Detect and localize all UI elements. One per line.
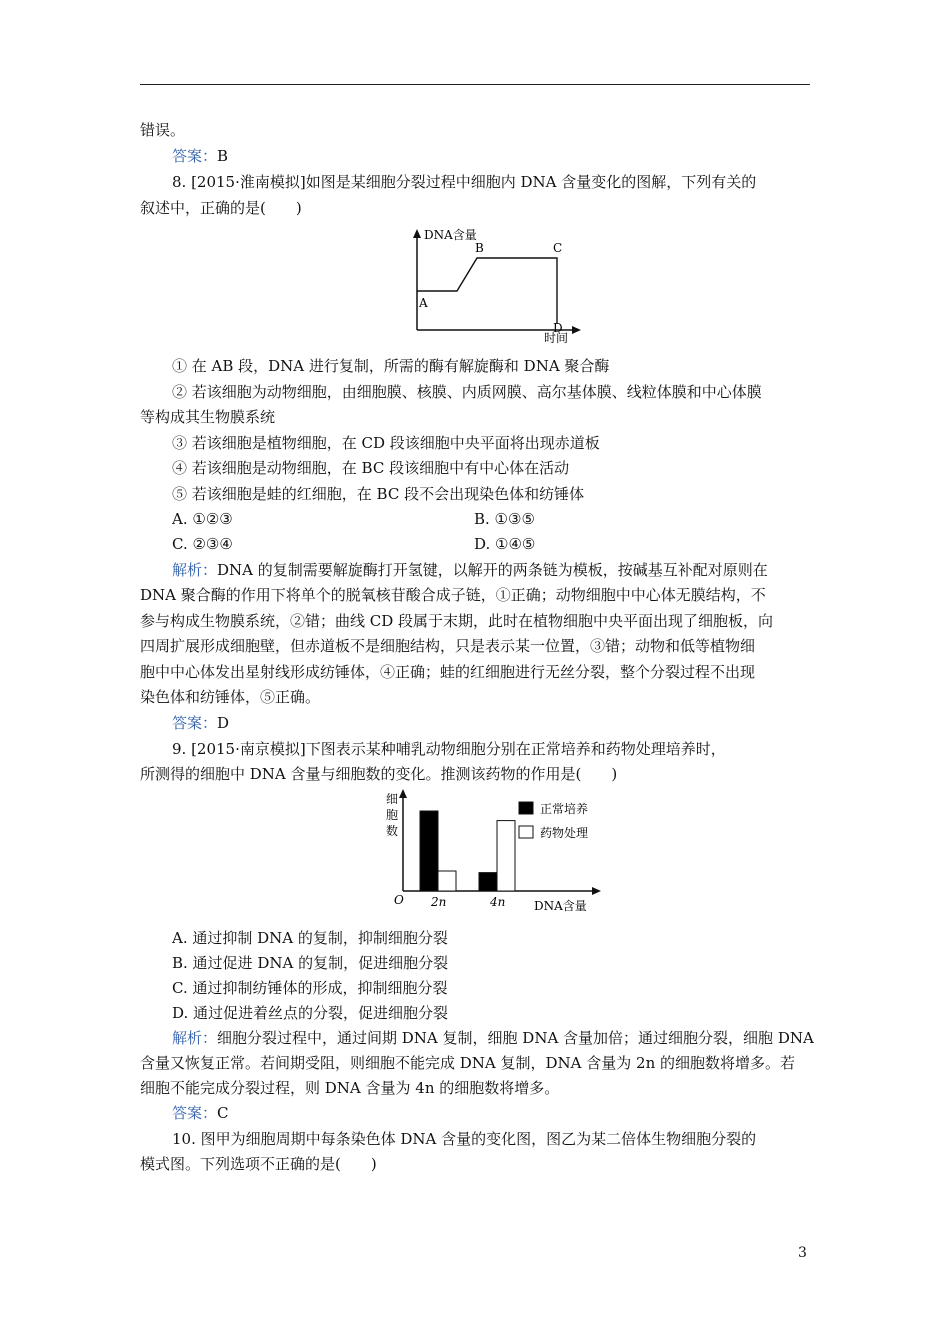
explanation-8-line-4: 四周扩展形成细胞壁，但赤道板不是细胞结构，只是表示某一位置，③错；动物和低等植物细 bbox=[140, 637, 756, 655]
dna-content-series-line bbox=[417, 258, 557, 324]
y-axis-arrow bbox=[399, 789, 407, 798]
explanation-9-line-2: 含量又恢复正常。若间期受阻，则细胞不能完成 DNA 复制，DNA 含量为 2n 的细胞数将增多。若 bbox=[140, 1054, 796, 1072]
question-10-line-2: 模式图。下列选项不正确的是( ) bbox=[140, 1155, 377, 1173]
statement-2-line-2: 等构成其生物膜系统 bbox=[140, 408, 276, 426]
explanation-9-line-3: 细胞不能完成分裂过程，则 DNA 含量为 4n 的细胞数将增多。 bbox=[140, 1079, 560, 1097]
point-label-a: A bbox=[419, 296, 428, 310]
explanation-8-line-2: DNA 聚合酶的作用下将单个的脱氧核苷酸合成子链，①正确；动物细胞中中心体无膜结构，不 bbox=[140, 586, 766, 604]
y-axis-label-1: 细 bbox=[386, 792, 399, 806]
q9-option-b: B. 通过促进 DNA 的复制，促进细胞分裂 bbox=[172, 954, 449, 972]
x-tick-label: 4n bbox=[490, 895, 506, 909]
q9-option-a: A. 通过抑制 DNA 的复制，抑制细胞分裂 bbox=[172, 929, 448, 947]
cell-count-bar-chart bbox=[382, 788, 612, 918]
x-axis-arrow bbox=[572, 326, 581, 334]
question-9-line-2: 所测得的细胞中 DNA 含量与细胞数的变化。推测该药物的作用是( ) bbox=[140, 765, 618, 783]
answer-line-8 bbox=[140, 711, 810, 736]
explanation-label: 解析： bbox=[172, 1029, 218, 1047]
legend-label: 正常培养 bbox=[540, 802, 589, 816]
statement-1: ① 在 AB 段，DNA 进行复制，所需的酶有解旋酶和 DNA 聚合酶 bbox=[172, 357, 610, 375]
q8-option-d: D. ①④⑤ bbox=[474, 535, 536, 553]
point-label-c: C bbox=[553, 241, 563, 255]
bar-4n-drug bbox=[497, 821, 515, 891]
question-8-line-2: 叙述中，正确的是( ) bbox=[140, 199, 302, 217]
answer-label: 答案： bbox=[172, 714, 218, 732]
explanation-8-line-1 bbox=[140, 558, 810, 583]
bar-2n-normal bbox=[420, 811, 438, 891]
explanation-9-line-1 bbox=[140, 1026, 814, 1051]
explanation-8-line-3: 参与构成生物膜系统，②错；曲线 CD 段属于末期，此时在植物细胞中央平面出现了细胞板，向 bbox=[140, 612, 774, 630]
statement-5: ⑤ 若该细胞是蛙的红细胞，在 BC 段不会出现染色体和纺锤体 bbox=[172, 485, 585, 503]
point-label-b: B bbox=[475, 241, 484, 255]
q9-option-d: D. 通过促进着丝点的分裂，促进细胞分裂 bbox=[172, 1004, 449, 1022]
y-axis-arrow bbox=[413, 229, 421, 238]
point-label-d: D bbox=[553, 321, 563, 335]
x-axis-label: 时间 bbox=[544, 331, 569, 344]
x-axis-arrow bbox=[592, 887, 601, 895]
y-axis-label-3: 数 bbox=[386, 824, 399, 838]
explanation-text: 细胞分裂过程中，通过间期 DNA 复制，细胞 DNA 含量加倍；通过细胞分裂，细胞 DNA bbox=[217, 1029, 814, 1047]
q8-option-b: B. ①③⑤ bbox=[474, 510, 535, 528]
question-8-line-1: 8. [2015·淮南模拟]如图是某细胞分裂过程中细胞内 DNA 含量变化的图解，下列有关的 bbox=[172, 173, 757, 191]
explanation-8-line-6: 染色体和纺锤体，⑤正确。 bbox=[140, 688, 321, 706]
question-9-line-1: 9. [2015·南京模拟]下图表示某种哺乳动物细胞分别在正常培养和药物处理培养时， bbox=[172, 740, 726, 758]
answer-line-7 bbox=[140, 144, 810, 169]
explanation-label: 解析： bbox=[172, 561, 218, 579]
dna-content-line-chart bbox=[400, 226, 590, 344]
statement-2-line-1: ② 若该细胞为动物细胞，由细胞膜、核膜、内质网膜、高尔基体膜、线粒体膜和中心体膜 bbox=[172, 383, 762, 401]
y-axis-label-2: 胞 bbox=[386, 808, 399, 822]
bar-4n-normal bbox=[479, 873, 497, 891]
answer-line-9 bbox=[140, 1101, 810, 1126]
answer-value: D bbox=[217, 714, 230, 732]
origin-label: O bbox=[394, 893, 404, 907]
x-axis-label: DNA含量 bbox=[534, 899, 587, 913]
x-tick-label: 2n bbox=[431, 895, 447, 909]
legend-swatch bbox=[519, 802, 533, 814]
answer-value: B bbox=[217, 147, 229, 165]
y-axis-label: DNA含量 bbox=[424, 228, 477, 242]
legend-swatch bbox=[519, 826, 533, 838]
q8-option-a: A. ①②③ bbox=[172, 510, 233, 528]
explanation-text: DNA 的复制需要解旋酶打开氢键，以解开的两条链为模板，按碱基互补配对原则在 bbox=[217, 561, 768, 579]
answer-value: C bbox=[217, 1104, 229, 1122]
answer-label: 答案： bbox=[172, 147, 218, 165]
statement-3: ③ 若该细胞是植物细胞，在 CD 段该细胞中央平面将出现赤道板 bbox=[172, 434, 600, 452]
explanation-8-line-5: 胞中中心体发出星射线形成纺锤体，④正确；蛙的红细胞进行无丝分裂，整个分裂过程不出现 bbox=[140, 663, 756, 681]
q8-option-c: C. ②③④ bbox=[172, 535, 233, 553]
text-line: 错误。 bbox=[140, 121, 186, 139]
question-10-line-1: 10. 图甲为细胞周期中每条染色体 DNA 含量的变化图，图乙为某二倍体生物细胞分裂的 bbox=[172, 1130, 757, 1148]
bar-2n-drug bbox=[438, 871, 456, 891]
header-rule bbox=[140, 84, 810, 85]
statement-4: ④ 若该细胞是动物细胞，在 BC 段该细胞中有中心体在活动 bbox=[172, 459, 570, 477]
page-number: 3 bbox=[798, 1245, 807, 1261]
answer-label: 答案： bbox=[172, 1104, 218, 1122]
legend-label: 药物处理 bbox=[540, 826, 589, 840]
q9-option-c: C. 通过抑制纺锤体的形成，抑制细胞分裂 bbox=[172, 979, 448, 997]
